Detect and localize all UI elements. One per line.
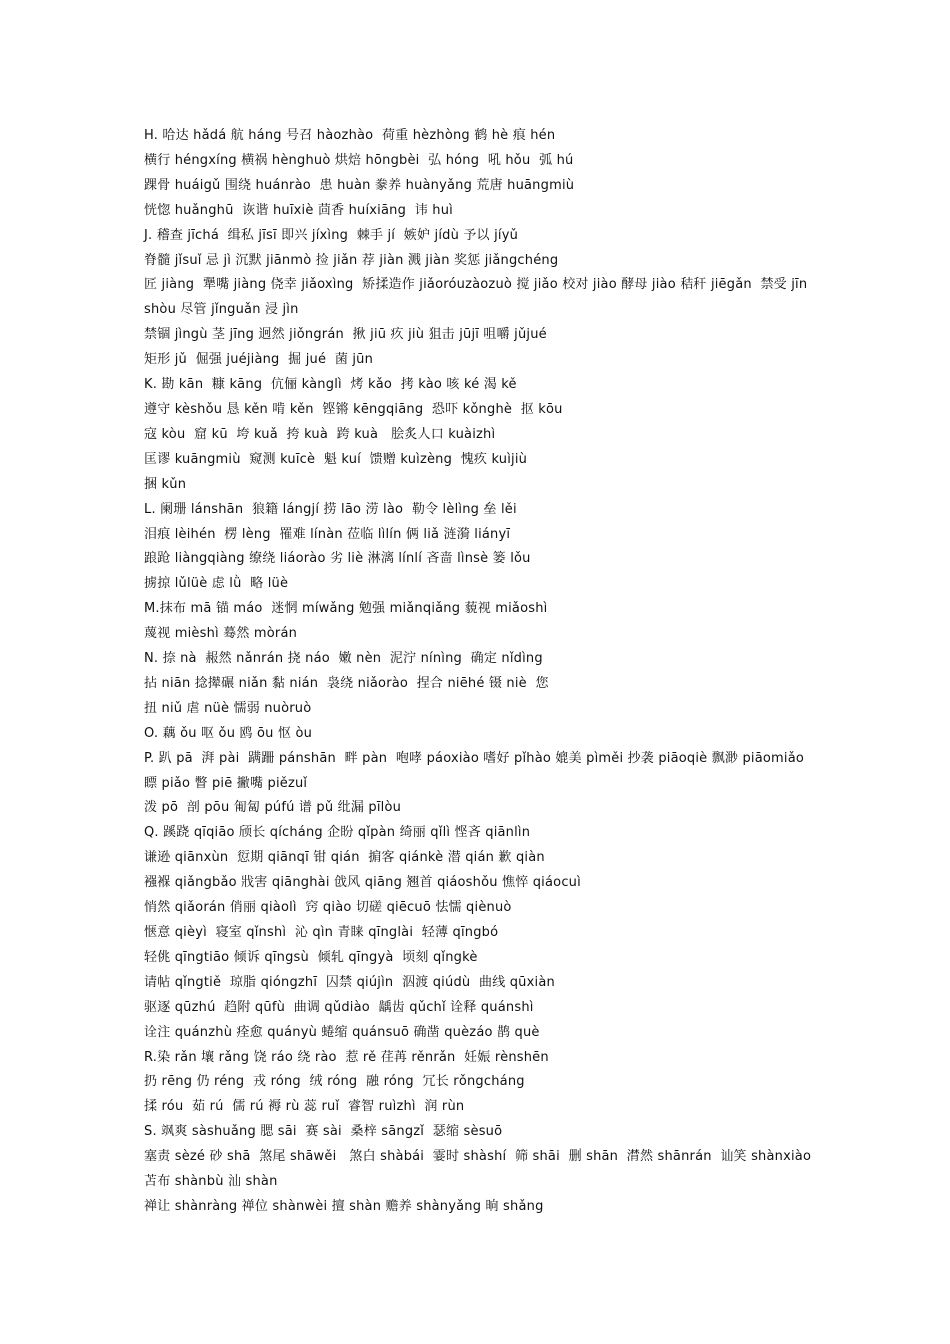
text-line: L. 阑珊 lánshān 狼籍 lángjí 捞 lāo 涝 lào 勒令 lèlìng 垒 lěi	[144, 501, 517, 517]
text-line: R.染 rǎn 壤 rǎng 饶 ráo 绕 rào 惹 rě 荏苒 rěnrǎn 妊娠 rènshēn	[144, 1049, 549, 1065]
text-line: 揉 róu 茹 rú 儒 rú 褥 rù 蕊 ruǐ 睿智 ruìzhì 润 rùn	[144, 1099, 465, 1115]
text-line: H. 哈达 hǎdá 航 háng 号召 hàozhào 荷重 hèzhòng 鹤 hè 痕 hén	[144, 128, 556, 143]
text-line: Q. 蹊跷 qīqiāo 颀长 qícháng 企盼 qǐpàn 绮丽 qǐlì 悭吝 qiānlìn	[144, 825, 531, 841]
text-line: 横行 héngxíng 横祸 hènghuò 烘焙 hōngbèi 弘 hóng 吼 hǒu 弧 hú	[144, 152, 574, 168]
text-line: 禅让 shànràng 禅位 shànwèi 擅 shàn 赡养 shànyǎng 晌 shǎng	[144, 1198, 544, 1214]
text-line: K. 勘 kān 糠 kāng 伉俪 kànglì 烤 kǎo 拷 kào 咳 ké 渴 kě	[144, 377, 517, 393]
text-line: 谦逊 qiānxùn 愆期 qiānqī 钳 qián 掮客 qiánkè 潜 qián 歉 qiàn	[144, 850, 545, 866]
text-line: N. 捺 nà 赧然 nǎnrán 挠 náo 嫩 nèn 泥泞 nínìng 确定 nǐdìng	[144, 651, 543, 667]
text-line: 禁锢 jìngù 茎 jīng 迥然 jiǒngrán 揪 jiū 疚 jiù 狙击 jūjī 咀嚼 jǔjué	[144, 327, 547, 343]
text-line: 蔑视 mièshì 蓦然 mòrán	[144, 626, 298, 642]
text-line: 脊髓 jǐsuǐ 忌 jì 沉默 jiānmò 捡 jiǎn 荐 jiàn 溅 jiàn 奖惩 jiǎngchéng	[144, 252, 559, 268]
text-line: 扔 rēng 仍 réng 戎 róng 绒 róng 融 róng 冗长 rǒngcháng	[144, 1074, 525, 1090]
document-body	[144, 124, 820, 1220]
text-line: 泪痕 lèihén 楞 lèng 罹难 línàn 莅临 lìlín 俩 liǎ 涟漪 liányī	[144, 526, 511, 542]
text-line: 拈 niān 捻撵碾 niǎn 黏 nián 袅绕 niǎorào 捏合 niēhé 镊 niè 您	[144, 675, 549, 691]
text-line: P. 趴 pā 湃 pài 蹒跚 pánshān 畔 pàn 咆哮 páoxiào 嗜好 pǐhào 媲美 pìměi 抄袭 piāoqiè 飘渺 piāomiǎo 瞟 piǎo 瞥 piē 撇嘴 piězuǐ	[144, 750, 813, 791]
text-line: 诠注 quánzhù 痊愈 quányù 蜷缩 quánsuō 确凿 quèzáo 鹊 què	[144, 1024, 540, 1040]
text-line: 泼 pō 剖 pōu 匍匐 púfú 谱 pǔ 纰漏 pīlòu	[144, 800, 402, 816]
text-line: S. 飒爽 sàshuǎng 腮 sāi 赛 sài 桑梓 sāngzǐ 瑟缩 sèsuō	[144, 1124, 503, 1140]
text-line: 遵守 kèshǒu 恳 kěn 啃 kěn 铿锵 kēngqiāng 恐吓 kǒnghè 抠 kōu	[144, 401, 563, 417]
text-line: 悄然 qiǎorán 俏丽 qiàolì 窍 qiào 切磋 qiēcuō 怯懦 qiènuò	[144, 900, 512, 916]
text-line: O. 藕 ǒu 呕 ǒu 鸥 ōu 怄 òu	[144, 725, 313, 741]
text-line: 惬意 qièyì 寝室 qǐnshì 沁 qìn 青睐 qīnglài 轻薄 qīngbó	[144, 925, 499, 940]
text-line: 驱逐 qūzhú 趋附 qūfù 曲调 qǔdiào 龋齿 qǔchǐ 诠释 quánshì	[144, 999, 534, 1015]
text-line: 矩形 jǔ 倔强 juéjiàng 掘 jué 菌 jūn	[144, 352, 374, 368]
text-line: 襁褓 qiǎngbǎo 戕害 qiānghài 戗风 qiāng 翘首 qiáoshǒu 憔悴 qiáocuì	[144, 875, 581, 891]
text-line: J. 稽查 jīchá 缉私 jīsī 即兴 jíxìng 棘手 jí 嫉妒 jídù 予以 jíyǔ	[144, 227, 519, 243]
text-line: 扭 niǔ 虐 nüè 懦弱 nuòruò	[144, 700, 312, 716]
text-line: 踝骨 huáigǔ 围绕 huánrào 患 huàn 豢养 huànyǎng 荒唐 huāngmiù	[144, 177, 575, 193]
text-line: 匡谬 kuāngmiù 窥测 kuīcè 魁 kuí 馈赠 kuìzèng 愧疚 kuìjiù	[144, 451, 528, 467]
text-line: 踉跄 liàngqiàng 缭绕 liáorào 劣 liè 淋漓 línlí 吝啬 lìnsè 篓 lǒu	[144, 551, 531, 567]
text-line: 掳掠 lǔlüè 虑 lǜ 略 lüè	[144, 576, 289, 592]
text-line: 捆 kǔn	[144, 476, 187, 492]
text-line: 轻佻 qīngtiāo 倾诉 qīngsù 倾轧 qīngyà 顷刻 qǐngkè	[144, 949, 478, 965]
text-line: 寇 kòu 窟 kū 垮 kuǎ 挎 kuà 跨 kuà 脍炙人口 kuàizhì	[144, 426, 496, 442]
text-line: M.抹布 mā 锚 máo 迷惘 míwǎng 勉强 miǎnqiǎng 藐视 miǎoshì	[144, 601, 548, 617]
text-line: 匠 jiàng 犟嘴 jiàng 侥幸 jiǎoxìng 矫揉造作 jiǎoróuzàozuò 搅 jiǎo 校对 jiào 酵母 jiào 秸秆 jiēgǎn 禁受 jīnshòu 尽管 jǐnguǎn 浸 jìn	[144, 277, 808, 318]
text-line: 恍惚 huǎnghū 诙谐 huīxiè 茴香 huíxiāng 讳 huì	[144, 202, 453, 218]
text-line: 请帖 qǐngtiě 琼脂 qióngzhī 囚禁 qiújìn 泅渡 qiúdù 曲线 qūxiàn	[144, 974, 555, 990]
text-line: 塞责 sèzé 砂 shā 煞尾 shāwěi 煞白 shàbái 霎时 shàshí 筛 shāi 删 shān 潸然 shānrán 讪笑 shànxiào 苫布 shànbù 汕 shàn	[144, 1149, 820, 1190]
